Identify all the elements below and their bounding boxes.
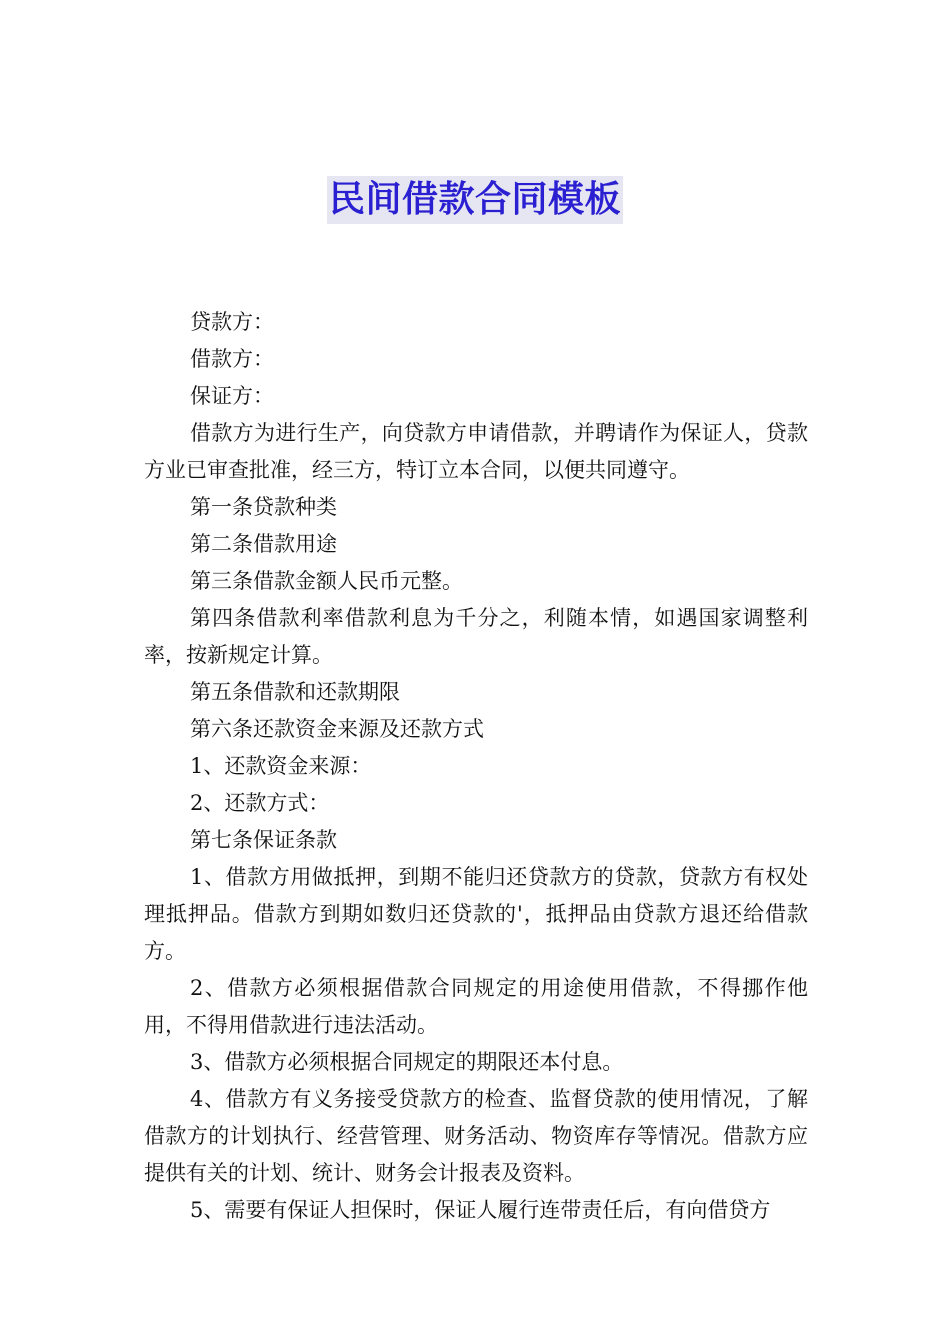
clause-7-item-5: 5、需要有保证人担保时，保证人履行连带责任后，有向借贷方 xyxy=(190,1198,771,1222)
paragraph-borrower: 借款方： xyxy=(190,347,274,371)
document-body xyxy=(144,304,808,1229)
clause-6: 第六条还款资金来源及还款方式 xyxy=(190,717,484,741)
clause-7-item-1: 1、借款方用做抵押，到期不能归还贷款方的贷款，贷款方有权处理抵押品。借款方到期如数归还贷款的'，抵押品由贷款方退还给借款方。 xyxy=(144,865,808,963)
document-title: 民间借款合同模板 xyxy=(327,176,623,224)
clause-3: 第三条借款金额人民币元整。 xyxy=(190,569,463,593)
clause-6-item-2: 2、还款方式： xyxy=(190,791,330,815)
clause-4: 第四条借款利率借款利息为千分之，利随本情，如遇国家调整利率，按新规定计算。 xyxy=(144,606,808,667)
paragraph-guarantor: 保证方： xyxy=(190,384,274,408)
clause-7-item-3: 3、借款方必须根据合同规定的期限还本付息。 xyxy=(190,1050,624,1074)
clause-6-item-1: 1、还款资金来源： xyxy=(190,754,372,778)
paragraph-lender: 贷款方： xyxy=(190,310,274,334)
clause-1: 第一条贷款种类 xyxy=(190,495,337,519)
clause-5: 第五条借款和还款期限 xyxy=(190,680,400,704)
clause-7: 第七条保证条款 xyxy=(190,828,337,852)
title-container xyxy=(0,176,950,224)
clause-7-item-2: 2、借款方必须根据借款合同规定的用途使用借款，不得挪作他用，不得用借款进行违法活动。 xyxy=(144,976,808,1037)
clause-7-item-4: 4、借款方有义务接受贷款方的检查、监督贷款的使用情况，了解借款方的计划执行、经营管理、财务活动、物资库存等情况。借款方应提供有关的计划、统计、财务会计报表及资料。 xyxy=(144,1087,808,1185)
clause-2: 第二条借款用途 xyxy=(190,532,337,556)
paragraph-preamble: 借款方为进行生产，向贷款方申请借款，并聘请作为保证人，贷款方业已审查批准，经三方，特订立本合同，以便共同遵守。 xyxy=(144,421,808,482)
